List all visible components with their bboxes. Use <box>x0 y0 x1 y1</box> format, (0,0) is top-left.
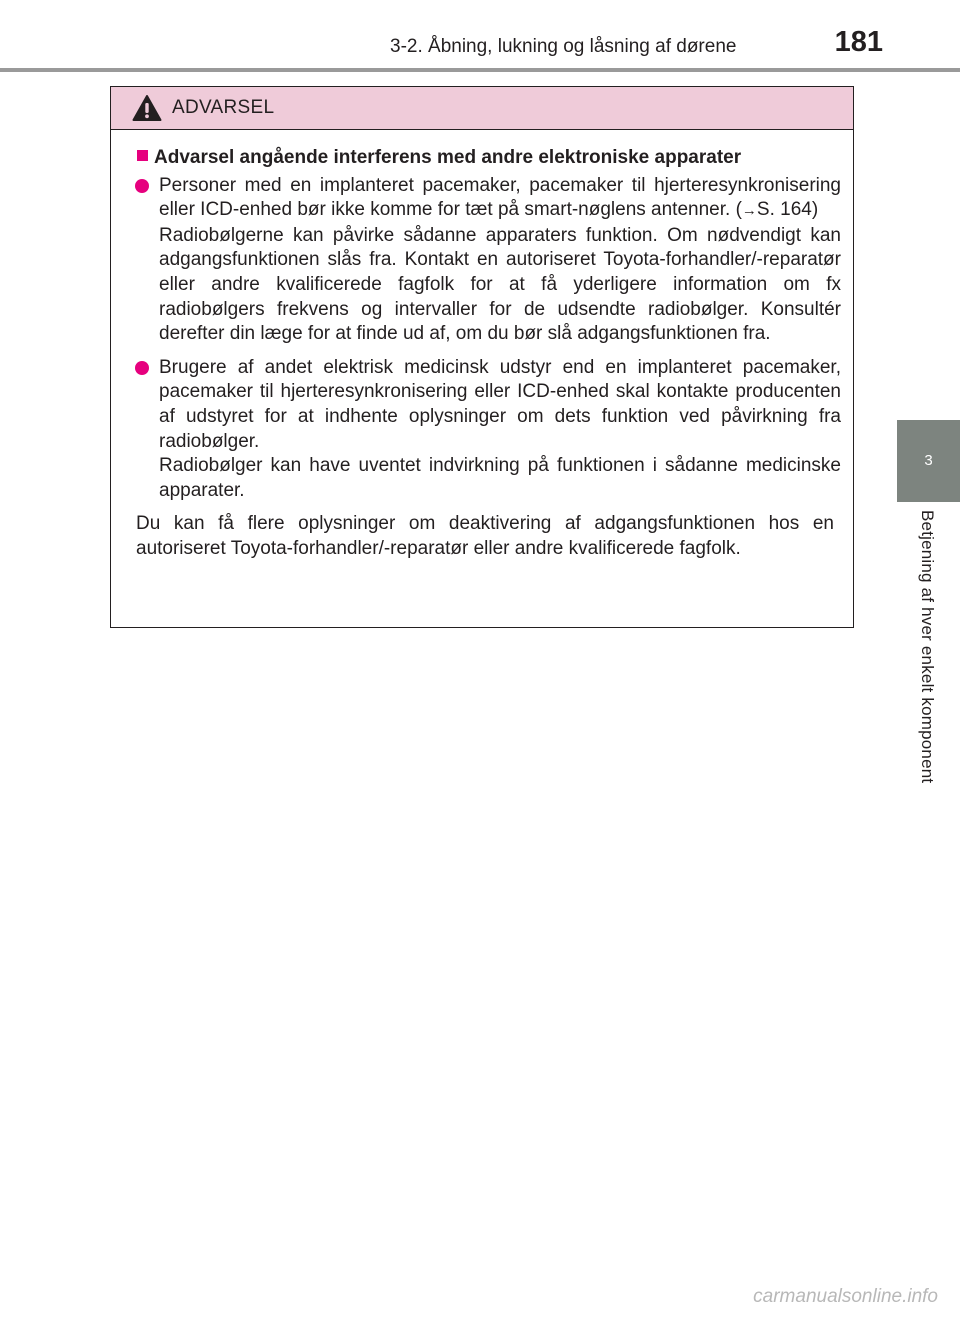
chapter-tab <box>897 420 960 502</box>
section-heading <box>131 146 841 171</box>
warning-title: ADVARSEL <box>172 97 275 118</box>
paragraph: Radiobølger kan have uventet indvirkning på funktionen i sådanne medicinske apparater. <box>159 455 841 501</box>
section-title: 3-2. Åbning, lukning og låsning af dørene <box>390 36 737 57</box>
page-reference: S. 164) <box>756 199 819 221</box>
paragraph: Du kan få flere oplysninger om deaktivering af adgangsfunktionen hos en autoriseret Toyota-forhandler/-reparatør eller andre kvalificerede fagfolk. <box>136 513 834 559</box>
warning-body <box>111 130 853 562</box>
chapter-title: Betjening af hver enkelt komponent <box>918 510 937 784</box>
closing-paragraph <box>131 512 841 561</box>
warning-box <box>110 86 854 628</box>
arrow-right-icon: → <box>741 202 757 220</box>
header-rule <box>0 68 960 72</box>
page-number: 181 <box>834 26 883 58</box>
list-item <box>131 356 841 504</box>
warning-triangle-icon <box>132 94 162 122</box>
list-item <box>131 174 841 347</box>
round-bullet-icon <box>135 179 149 193</box>
section-heading-text: Advarsel angående interferens med andre elektroniske apparater <box>154 147 742 168</box>
paragraph: Brugere af andet elektrisk medicinsk udstyr end en implanteret pacemaker, pacemaker til hjerteresynkronisering eller ICD-enhed skal kontakte producenten af udstyret for at indhente oplysninger om dets funktion ved påvirkning fra radiobølger. <box>159 356 841 452</box>
round-bullet-icon <box>135 361 149 375</box>
paragraph: Radiobølgerne kan påvirke sådanne apparaters funktion. Om nødvendigt kan adgangsfunktionen slås fra. Kontakt en autoriseret Toyota-forhandler/-reparatør eller andre kvalificerede fagfolk for at få yderligere information om fx radiobølgers frekvens og intervaller for de udsendte radiobølger. Konsultér derefter din læge for at finde ud af, om du bør slå adgangsfunktionen fra. <box>159 224 841 345</box>
chapter-number: 3 <box>924 452 933 469</box>
paragraph <box>159 174 841 224</box>
warning-header <box>111 87 853 130</box>
text-run: Personer med en implanteret pacemaker, pacemaker til hjerteresynkronisering eller ICD-enhed bør ikke komme for tæt på smart-nøglens antenner. ( <box>159 174 841 221</box>
square-bullet-icon <box>137 150 148 161</box>
watermark: carmanualsonline.info <box>753 1286 938 1307</box>
